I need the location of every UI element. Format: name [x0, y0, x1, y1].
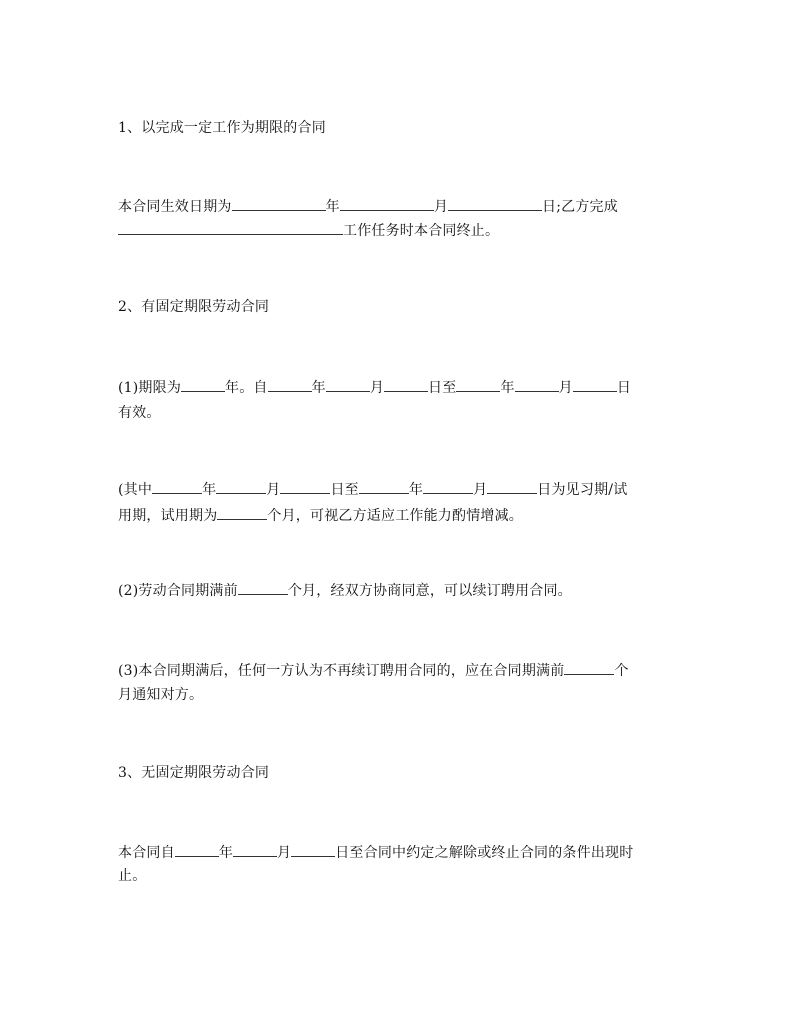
text: 个月，可视乙方适应工作能力酌情增减。 [267, 508, 524, 524]
text: 年 [311, 380, 326, 396]
fill-blank[interactable] [291, 842, 335, 857]
text: 年 [202, 482, 217, 498]
section-2-probation-line-1 [118, 479, 627, 500]
text: 年 [218, 845, 234, 861]
text: 本合同自 [118, 845, 175, 861]
fill-blank[interactable] [487, 479, 537, 494]
fill-blank[interactable] [340, 196, 434, 211]
text: 工作任务时本合同终止。 [343, 223, 500, 239]
text: 月 [266, 482, 281, 498]
section-1-paragraph-line-2 [118, 220, 499, 241]
section-3-paragraph-line-2 [118, 866, 146, 886]
fill-blank[interactable] [456, 377, 500, 392]
section-2-probation-line-2 [118, 505, 523, 526]
section-2-term-line-2 [118, 403, 161, 423]
text: 月 [277, 845, 292, 861]
section-2-heading-text: 2、有固定期限劳动合同 [118, 299, 270, 315]
fill-blank[interactable] [216, 479, 266, 494]
text: (3)本合同期满后，任何一方认为不再续订聘用合同的，应在合同期满前 [118, 663, 565, 679]
fill-blank[interactable] [326, 377, 370, 392]
text: 日至合同中约定之解除或终止合同的条件出现时 [335, 845, 634, 861]
fill-blank[interactable] [384, 377, 428, 392]
section-1-paragraph-line-1 [118, 196, 618, 217]
text: 月 [433, 199, 449, 215]
fill-blank[interactable] [448, 196, 542, 211]
section-2-notice-line-1 [118, 660, 629, 681]
fill-blank[interactable] [118, 220, 343, 235]
section-1-heading [118, 118, 326, 138]
section-3-heading [118, 763, 269, 783]
fill-blank[interactable] [233, 842, 277, 857]
text: 个月，经双方协商同意，可以续订聘用合同。 [287, 583, 572, 599]
text: 日 [616, 380, 632, 396]
fill-blank[interactable] [181, 377, 225, 392]
text: 日至 [428, 380, 457, 396]
text: 本合同生效日期为 [118, 199, 232, 215]
section-2-notice-line-2 [118, 685, 203, 705]
fill-blank[interactable] [232, 196, 326, 211]
text: 年。自 [225, 380, 268, 396]
text: (1)期限为 [118, 380, 182, 396]
fill-blank[interactable] [217, 505, 267, 520]
text: (2)劳动合同期满前 [118, 583, 238, 599]
text: 日为见习期/试 [537, 482, 628, 498]
section-2-term-line-1 [118, 377, 631, 398]
text: 止。 [118, 868, 147, 884]
section-2-renewal-line [118, 580, 572, 601]
section-3-paragraph-line-1 [118, 842, 633, 863]
text: 年 [325, 199, 340, 215]
section-2-heading [118, 297, 269, 317]
text: 个 [614, 663, 629, 679]
fill-blank[interactable] [238, 580, 288, 595]
text: 日;乙方完成 [542, 199, 618, 215]
text: (其中 [118, 482, 153, 498]
text: 年 [500, 380, 515, 396]
fill-blank[interactable] [175, 842, 219, 857]
fill-blank[interactable] [564, 660, 614, 675]
fill-blank[interactable] [423, 479, 473, 494]
text: 月 [558, 380, 573, 396]
section-1-heading-text: 1、以完成一定工作为期限的合同 [118, 120, 326, 136]
text: 用期，试用期为 [118, 508, 218, 524]
fill-blank[interactable] [280, 479, 330, 494]
section-3-heading-text: 3、无固定期限劳动合同 [118, 765, 270, 781]
fill-blank[interactable] [573, 377, 617, 392]
fill-blank[interactable] [359, 479, 409, 494]
text: 有效。 [118, 405, 161, 421]
fill-blank[interactable] [268, 377, 312, 392]
text: 月通知对方。 [118, 687, 204, 703]
text: 日至 [330, 482, 359, 498]
text: 月 [369, 380, 385, 396]
fill-blank[interactable] [515, 377, 559, 392]
text: 月 [473, 482, 488, 498]
text: 年 [408, 482, 424, 498]
fill-blank[interactable] [152, 479, 202, 494]
